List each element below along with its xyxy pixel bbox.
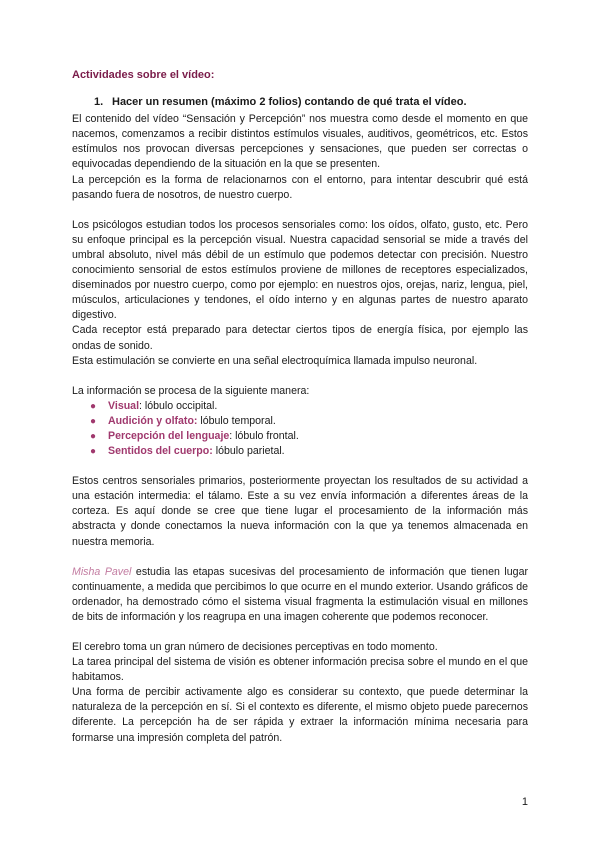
person-name: Misha Pavel [72,565,132,578]
paragraph-neural-impulse: Esta estimulación se convierte en una señal electroquímica llamada impulso neuronal. [72,354,478,367]
question-heading [94,95,528,110]
paragraph-receptors: Cada receptor está preparado para detectar ciertos tipos de energía física, por ejemplo las ondas de sonido. [72,324,528,352]
list-term: Percepción del lenguaje [108,429,230,442]
list-term: Visual [108,399,140,412]
section-title: Actividades sobre el vídeo: [72,69,215,81]
paragraph-intro: El contenido del vídeo “Sensación y Percepción” nos muestra como desde el momento en que nacemos, comenzamos a recibir distintos estímulos visuales, auditivos, geométricos, etc. Estos estímulos nos provocan diversas percepciones y sensaciones, que pueden ser correctas o equivocadas dependiendo de la situación en la que se presenten. [72,113,528,171]
lobe-list [72,399,528,459]
bullet-icon: ● [90,415,97,427]
question-number: 1. [94,96,104,109]
page-number: 1 [521,796,528,808]
bullet-icon: ● [90,430,97,442]
bullet-icon: ● [90,446,97,458]
list-item [72,444,528,459]
bullet-icon: ● [90,400,97,412]
paragraph-perception-definition: La percepción es la forma de relacionarnos con el entorno, para intentar descubrir qué está pasando fuera de nosotros, de nuestro cuerpo. [72,173,528,201]
paragraph-misha-pavel-text: estudia las etapas sucesivas del procesamiento de información que tienen lugar continuamente, a medida que percibimos lo que ocurre en el mundo exterior. Usando gráficos de ordenador, ha demostrado cómo el sistema visual fragmenta la estimulación visual en millones de bits de información y los reagrupa en una imagen coherente que podemos reconocer. [72,565,528,623]
paragraph-misha-pavel [72,565,528,625]
paragraph-thalamus: Estos centros sensoriales primarios, posteriormente proyectan los resultados de su actividad a una estación intermedia: el tálamo. Este a su vez envía información a diferentes áreas de la corteza. Es aquí donde se cree que tiene lugar el procesamiento de la información más abstracta y donde conectamos la nueva información con la que ya tenemos almacenada en nuestra memoria. [72,475,528,548]
list-item [72,414,528,429]
document-page [72,68,528,746]
paragraph-psychologists: Los psicólogos estudian todos los procesos sensoriales como: los oídos, olfato, gusto, etc. Pero su enfoque principal es la percepción visual. Nuestra capacidad sensorial se mide a través del umbral absoluto, nivel más débil de un estímulo que podemos detectar con precisión. Nuestro conocimiento sensorial de estos estímulos proviene de millones de receptores especializados, diseminados por nuestro cuerpo, como por ejemplo: en nuestros ojos, orejas, nariz, lengua, piel, músculos, articulaciones y tendones, el oído interno y en algunas partes de nuestro aparato digestivo. [72,218,528,322]
list-desc: lóbulo temporal. [197,414,276,427]
list-term: Sentidos del cuerpo: [108,445,213,458]
list-desc: : lóbulo occipital. [139,399,218,412]
list-desc: lóbulo parietal. [212,445,285,458]
list-item [72,399,528,414]
list-term: Audición y olfato: [108,414,198,427]
paragraph-context: Una forma de percibir activamente algo es considerar su contexto, que puede determinar la naturaleza de la percepción en sí. Si el contexto es diferente, el mismo objeto puede parecernos diferente. La percepción ha de ser rápida y extraer la información mínima necesaria para formarse una impresión completa del patrón. [72,686,528,744]
question-text: Hacer un resumen (máximo 2 folios) contando de qué trata el vídeo. [112,96,467,109]
paragraph-decisions: El cerebro toma un gran número de decisiones perceptivas en todo momento. [72,641,438,653]
list-item [72,429,528,444]
list-desc: : lóbulo frontal. [229,429,299,442]
paragraph-list-intro: La información se procesa de la siguiente manera: [72,384,310,397]
paragraph-vision-task: La tarea principal del sistema de visión es obtener información precisa sobre el mundo en el que habitamos. [72,656,528,684]
